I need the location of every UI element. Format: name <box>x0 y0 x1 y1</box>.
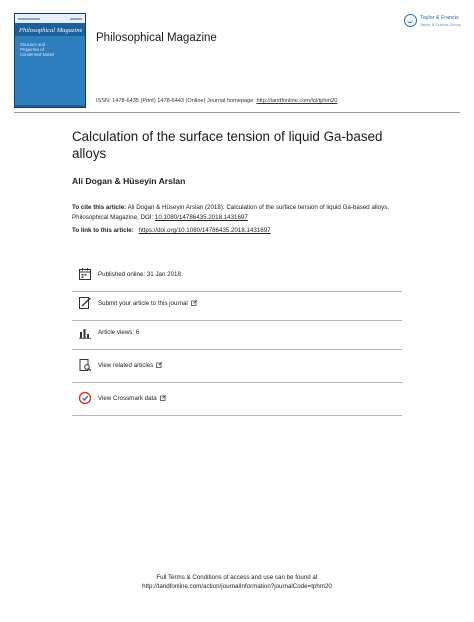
submit-article-row[interactable] <box>72 294 402 321</box>
journal-name: Philosophical Magazine <box>96 32 217 44</box>
bar-chart-icon <box>78 325 92 339</box>
article-authors: Ali Dogan & Hüseyin Arslan <box>72 176 186 186</box>
taylor-francis-logo[interactable] <box>404 12 462 32</box>
related-articles-link[interactable]: View related articles <box>98 362 162 369</box>
link-to-article <box>72 227 271 234</box>
footer-terms-link[interactable]: http://tandfonline.com/action/journalInformation?journalCode=tphm20 <box>142 583 332 590</box>
related-articles-icon <box>78 358 92 372</box>
issn-line <box>96 98 337 104</box>
issn-text: ISSN: 1478-6435 (Print) 1478-6443 (Online) Journal homepage: <box>96 98 255 104</box>
row-divider <box>72 382 402 383</box>
citation-block <box>72 203 408 223</box>
row-divider <box>72 349 402 350</box>
crossmark-icon <box>78 391 92 405</box>
published-date: Published online: 31 Jan 2018. <box>98 271 183 278</box>
cite-text: Ali Dogan & Hüseyin Arslan (2018): Calculation of the surface tension of liquid Ga-based alloys, Philosophical Magazine, DOI: <box>72 204 390 221</box>
row-divider <box>72 415 402 416</box>
cover-subtitle: Structure and Properties of Condensed Matter <box>20 42 55 57</box>
terms-footer <box>0 573 474 591</box>
logo-tagline: Taylor & Francis Group <box>420 22 461 27</box>
footer-line-1: Full Terms & Conditions of access and use can be found at <box>156 574 318 581</box>
row-divider <box>72 291 402 292</box>
external-link-icon <box>160 395 166 401</box>
header-divider <box>14 112 460 113</box>
cite-label: To cite this article: <box>72 204 127 211</box>
logo-name: Taylor & Francis <box>420 15 459 21</box>
article-views: Article views: 6 <box>98 329 140 336</box>
cover-top-strip <box>15 14 85 23</box>
external-link-icon <box>156 362 162 368</box>
external-link-icon <box>191 300 197 306</box>
cover-title: Philosophical Magazine <box>19 27 83 34</box>
published-online-row <box>72 265 402 292</box>
submit-article-link[interactable]: Submit your article to this journal <box>98 300 197 307</box>
logo-mark-icon <box>404 14 417 27</box>
cite-doi-link[interactable]: 10.1080/14786435.2018.1431697 <box>154 214 248 221</box>
submit-icon <box>78 296 92 310</box>
journal-homepage-link[interactable]: http://tandfonline.com/loi/tphm20 <box>256 98 338 104</box>
article-doi-link[interactable]: https://doi.org/10.1080/14786435.2018.1431697 <box>138 227 271 234</box>
calendar-icon <box>78 267 92 281</box>
article-views-row <box>72 323 402 350</box>
journal-cover-image <box>14 13 86 108</box>
crossmark-link[interactable]: View Crossmark data <box>98 395 166 402</box>
related-articles-row[interactable] <box>72 356 402 383</box>
link-label: To link to this article: <box>72 227 134 234</box>
article-title: Calculation of the surface tension of liquid Ga-based alloys <box>72 129 383 161</box>
crossmark-row[interactable] <box>72 389 402 416</box>
row-divider <box>72 320 402 321</box>
